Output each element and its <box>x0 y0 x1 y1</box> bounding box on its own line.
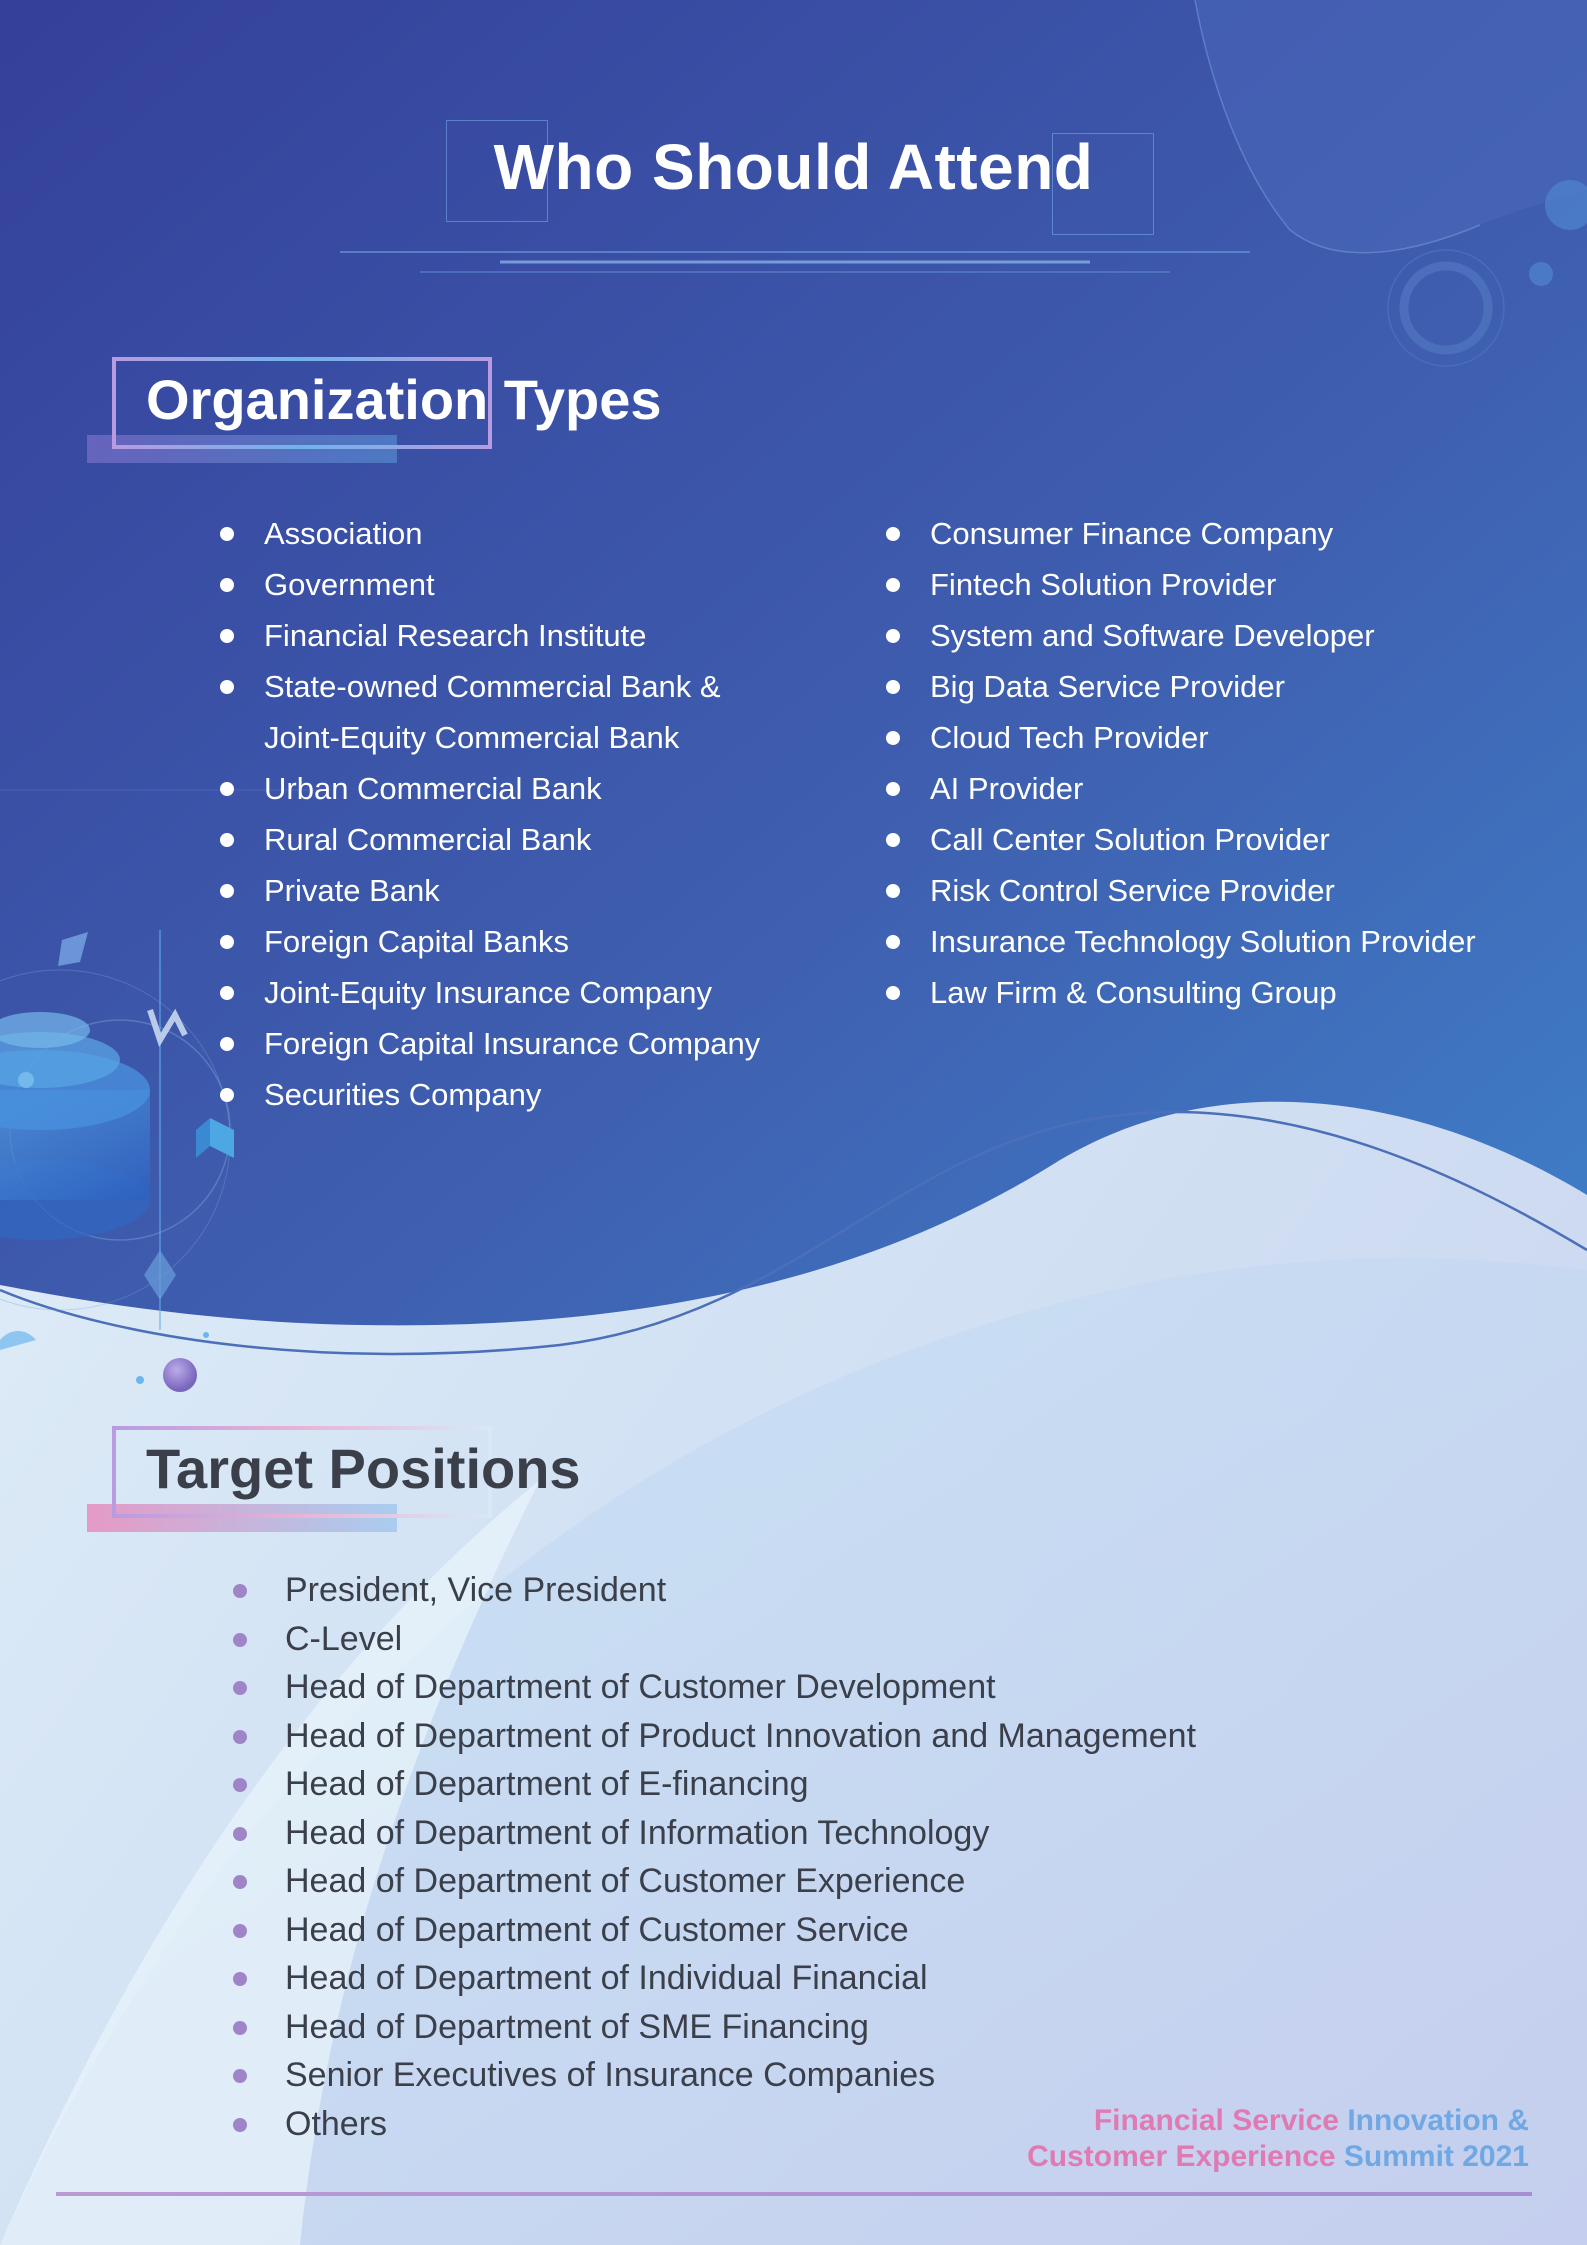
list-item: State-owned Commercial Bank & Joint-Equity Commercial Bank <box>220 661 794 763</box>
list-item: Law Firm & Consulting Group <box>886 967 1476 1018</box>
list-item: Head of Department of Customer Development <box>233 1663 1196 1712</box>
list-item: Head of Department of Customer Service <box>233 1906 1196 1955</box>
list-item: Head of Department of Product Innovation and Management <box>233 1712 1196 1761</box>
organization-types-right-list <box>886 508 1476 1018</box>
list-item: President, Vice President <box>233 1566 1196 1615</box>
footer-divider <box>56 2192 1532 2196</box>
event-name-footer <box>1027 2103 1529 2175</box>
target-positions-heading: Target Positions <box>146 1437 581 1500</box>
list-item: Association <box>220 508 794 559</box>
list-item: Risk Control Service Provider <box>886 865 1476 916</box>
list-item: Head of Department of Customer Experience <box>233 1857 1196 1906</box>
list-item: Securities Company <box>220 1069 794 1120</box>
list-item: Head of Department of SME Financing <box>233 2003 1196 2052</box>
list-item: Insurance Technology Solution Provider <box>886 916 1476 967</box>
list-item: Big Data Service Provider <box>886 661 1476 712</box>
footer-text: Financial Service <box>1093 2104 1339 2137</box>
list-item: Cloud Tech Provider <box>886 712 1476 763</box>
list-item: Foreign Capital Banks <box>220 916 794 967</box>
footer-line-1 <box>1027 2103 1529 2139</box>
list-item: Head of Department of E-financing <box>233 1760 1196 1809</box>
target-positions-list <box>233 1566 1196 2148</box>
list-item: Senior Executives of Insurance Companies <box>233 2051 1196 2100</box>
footer-text: Innovation & <box>1347 2104 1529 2137</box>
list-item: Private Bank <box>220 865 794 916</box>
list-item: Government <box>220 559 794 610</box>
list-item: Consumer Finance Company <box>886 508 1476 559</box>
organization-types-heading: Organization Types <box>146 368 662 431</box>
list-item: C-Level <box>233 1615 1196 1664</box>
organization-types-left-list <box>220 508 794 1120</box>
list-item: Foreign Capital Insurance Company <box>220 1018 794 1069</box>
list-item: Head of Department of Information Technology <box>233 1809 1196 1858</box>
list-item: Fintech Solution Provider <box>886 559 1476 610</box>
list-item: Urban Commercial Bank <box>220 763 794 814</box>
list-item: Financial Research Institute <box>220 610 794 661</box>
list-item: Call Center Solution Provider <box>886 814 1476 865</box>
footer-text: Summit 2021 <box>1343 2140 1529 2173</box>
footer-line-2 <box>1027 2139 1529 2175</box>
list-item: Others <box>233 2100 1196 2149</box>
page-title: Who Should Attend <box>493 131 1094 203</box>
footer-text: Customer Experience <box>1027 2140 1336 2173</box>
list-item: Head of Department of Individual Financial <box>233 1954 1196 2003</box>
list-item: AI Provider <box>886 763 1476 814</box>
list-item: Joint-Equity Insurance Company <box>220 967 794 1018</box>
list-item: Rural Commercial Bank <box>220 814 794 865</box>
list-item: System and Software Developer <box>886 610 1476 661</box>
